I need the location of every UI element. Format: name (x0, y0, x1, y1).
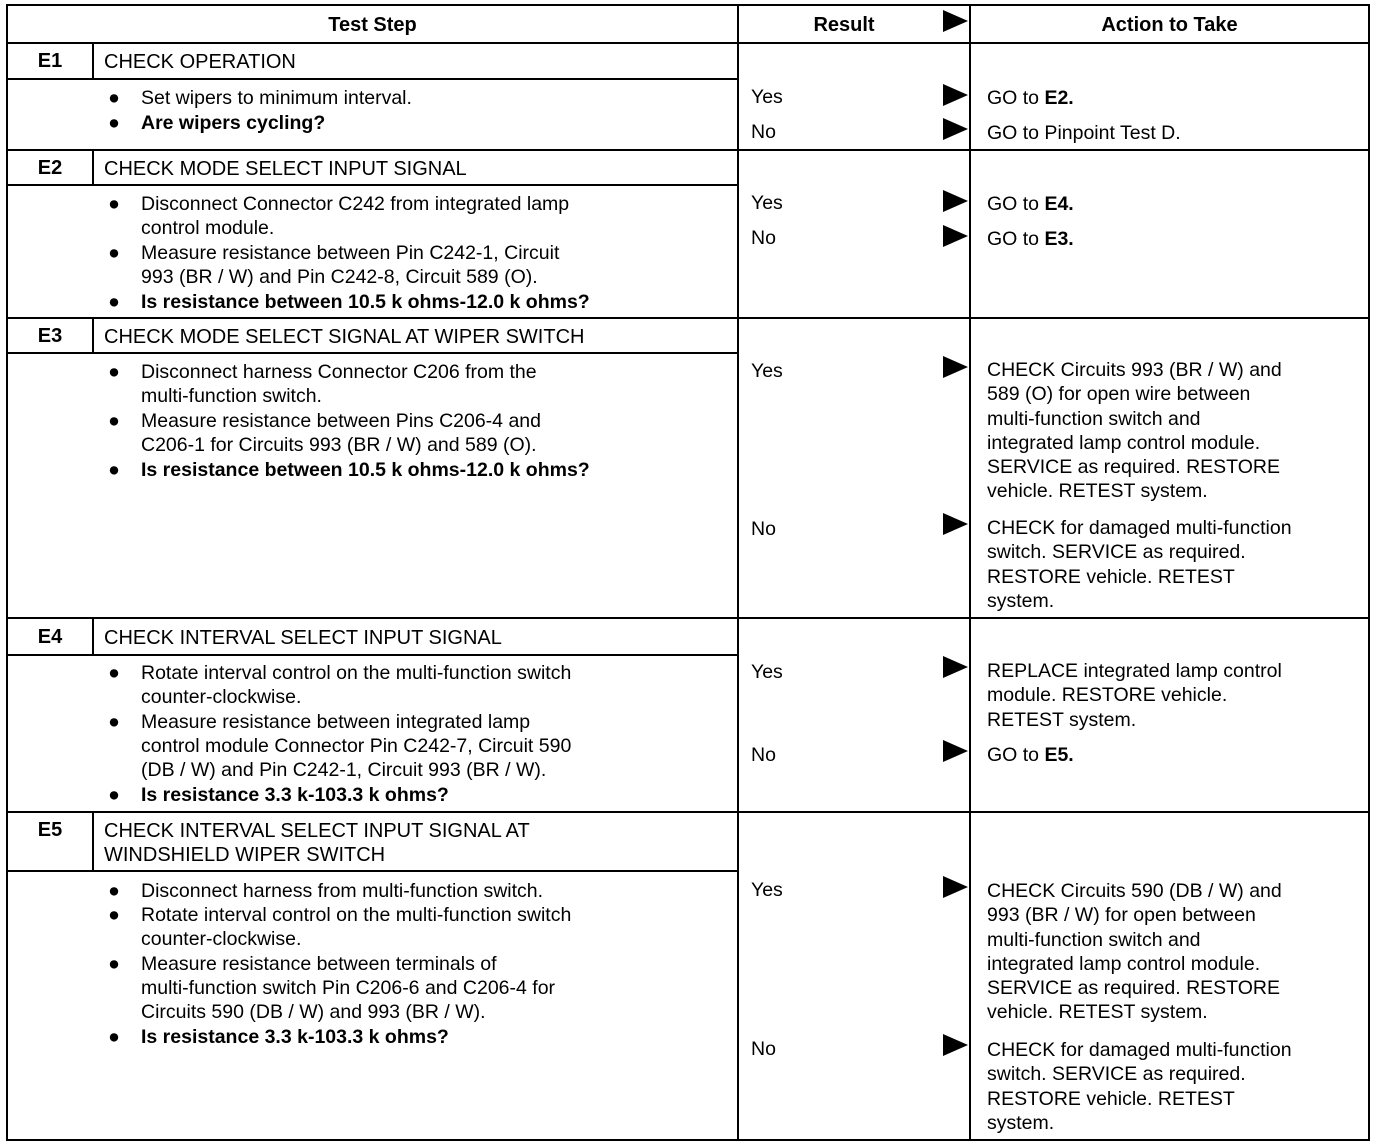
step-title-e5: CHECK INTERVAL SELECT INPUT SIGNAL AT WINDSHIELD WIPER SWITCH (104, 820, 530, 866)
step-title-e1: CHECK OPERATION (104, 51, 296, 73)
e2-action-no: GO to E3. (987, 228, 1074, 250)
step-id-e3: E3 (37, 325, 63, 347)
header-result: Result (813, 14, 875, 36)
step-id-e2: E2 (37, 157, 63, 179)
e5-no-arrow-icon (943, 1034, 968, 1056)
step-id-e1: E1 (37, 50, 63, 72)
e4-result-yes: Yes (751, 661, 783, 683)
e4-row-separator (6, 811, 1370, 813)
e5-result-no: No (751, 1038, 776, 1060)
step-title-e4: CHECK INTERVAL SELECT INPUT SIGNAL (104, 627, 502, 649)
bullet-icon: ● (108, 1026, 120, 1048)
e2-row-separator (6, 317, 1370, 319)
e4-yes-arrow-icon (943, 656, 968, 678)
e3-action-no: CHECK for damaged multi-function switch. SERVICE as required. RESTORE vehicle. RETEST system. (987, 517, 1292, 612)
e3-action-yes: CHECK Circuits 993 (BR / W) and 589 (O) for open wire between multi-function switch and integrated lamp control module. SERVICE as required. RESTORE vehicle. RETEST system. (987, 359, 1282, 503)
e4-no-arrow-icon (943, 740, 968, 762)
e2-id-divider (92, 149, 94, 185)
bullet-icon: ● (108, 662, 120, 684)
e5-result-yes: Yes (751, 879, 783, 901)
table-right-border (1368, 4, 1370, 1141)
e3-no-arrow-icon (943, 513, 968, 535)
e2-result-no: No (751, 227, 776, 249)
e1-result-no: No (751, 121, 776, 143)
e2-action-yes: GO to E4. (987, 193, 1074, 215)
bullet-icon: ● (108, 711, 120, 733)
result-column-divider (737, 4, 739, 1141)
header-action: Action to Take (1101, 14, 1238, 36)
bullet-icon: ● (108, 410, 120, 432)
e5-yes-arrow-icon (943, 876, 968, 898)
bullet-icon: ● (108, 459, 120, 481)
e2-yes-arrow-icon (943, 190, 968, 212)
e4-id-divider (92, 617, 94, 655)
bullet-icon: ● (108, 242, 120, 264)
e5-action-yes: CHECK Circuits 590 (DB / W) and 993 (BR / W) for open between multi-function switch and integrated lamp control module. SERVICE as required. RESTORE vehicle. RETEST system. (987, 880, 1282, 1024)
e2-no-arrow-icon (943, 225, 968, 247)
step-title-e3: CHECK MODE SELECT SIGNAL AT WIPER SWITCH (104, 326, 585, 348)
e2-result-yes: Yes (751, 192, 783, 214)
header-test-step: Test Step (328, 14, 417, 36)
bullet-icon: ● (108, 361, 120, 383)
bullet-icon: ● (108, 87, 120, 109)
e4-action-yes: REPLACE integrated lamp control module. RESTORE vehicle. RETEST system. (987, 660, 1282, 731)
e1-yes-arrow-icon (943, 84, 968, 106)
e3-row-separator (6, 617, 1370, 619)
e1-id-divider (92, 42, 94, 79)
bullet-icon: ● (108, 784, 120, 806)
header-separator (6, 42, 1370, 44)
e3-title-separator (8, 352, 737, 354)
step-id-e5: E5 (37, 819, 63, 841)
header-arrow-icon (943, 10, 968, 32)
e3-yes-arrow-icon (943, 356, 968, 378)
e5-action-no: CHECK for damaged multi-function switch. SERVICE as required. RESTORE vehicle. RETEST system. (987, 1039, 1292, 1134)
e4-title-separator (8, 654, 737, 656)
bullet-icon: ● (108, 904, 120, 926)
e3-id-divider (92, 317, 94, 353)
table-bottom-border (6, 1139, 1370, 1141)
bullet-icon: ● (108, 112, 120, 134)
e1-action-no: GO to Pinpoint Test D. (987, 122, 1181, 144)
e4-action-no: GO to E5. (987, 744, 1074, 766)
e1-row-separator (6, 149, 1370, 151)
e5-title-separator (8, 870, 737, 872)
e1-result-yes: Yes (751, 86, 783, 108)
e3-result-yes: Yes (751, 360, 783, 382)
e3-result-no: No (751, 518, 776, 540)
action-column-divider (969, 4, 971, 1141)
e5-id-divider (92, 811, 94, 871)
diagnostic-table: Test Step Result Action to Take E1 CHECK OPERATION ● Set wipers to minimum interval. ● Are wipers cycling? Yes GO to E2. No GO to Pinpoint Test D. E2 CHECK MODE SELECT INPUT SIGNAL ● Disconnect Connector C242 from integrated lamp control module. ● Measure resistance between Pin C242-1, Circuit 993 (BR / W) and Pin C242-8, Circuit 589 (O). ● Is resistance between 10.5 k ohms-12.0 k ohms? Yes GO to E4. No GO to E3. E3 CHECK MODE SELECT SIGNAL AT WIPER SWITCH ● Disconnect harness Connector C206 from the multi-function switch. ● Measure resistance between Pins C206-4 and C206-1 for Circuits 993 (BR / W) and 589 (O). ● Is resistance between 10.5 k ohms-12.0 k ohms? Yes CHECK Circuits 993 (BR / W) and 589 (O) for open wire between multi-function switch and integrated lamp control module. SERVICE as required. RESTORE vehicle. RETEST system. No CHECK for damaged multi-function switch. SERVICE as required. RESTORE vehicle. RETEST system. E4 CHECK INTERVAL SELECT INPUT SIGNAL ● Rotate interval control on the multi-function switch counter-clockwise. ● Measure resistance between integrated lamp control module Connector Pin C242-7, Circuit 590 (DB / W) and Pin C242-1, Circuit 993 (BR / W). ● Is resistance 3.3 k-103.3 k ohms? Yes REPLACE integrated lamp control module. RESTORE vehicle. RETEST system. No GO to E5. E5 CHECK INTERVAL SELECT INPUT SIGNAL AT WINDSHIELD WIPER SWITCH ● Disconnect harness from multi-function switch. ● Rotate interval control on the multi-function switch counter-clockwise. ● Measure resistance between terminals of multi-function switch Pin C206-6 and C206-4 for Circuits 590 (DB / W) and 993 (BR / W). ● Is resistance 3.3 k-103.3 k ohms? Yes CHECK Circuits 590 (DB / W) and 993 (BR / W) for open between multi-function switch and integrated lamp control module. SERVICE as required. RESTORE vehicle. RETEST system. No CHECK for damaged multi-function switch. SERVICE as required. RESTORE vehicle. RETEST system. (0, 0, 1376, 1148)
bullet-icon: ● (108, 953, 120, 975)
step-title-e2: CHECK MODE SELECT INPUT SIGNAL (104, 158, 467, 180)
bullet-icon: ● (108, 193, 120, 215)
bullet-icon: ● (108, 291, 120, 313)
bullet-icon: ● (108, 880, 120, 902)
step-id-e4: E4 (37, 626, 63, 648)
table-top-border (6, 4, 1370, 6)
e4-result-no: No (751, 744, 776, 766)
e1-title-separator (8, 78, 737, 80)
e1-action-yes: GO to E2. (987, 87, 1074, 109)
e1-no-arrow-icon (943, 118, 968, 140)
e2-title-separator (8, 184, 737, 186)
